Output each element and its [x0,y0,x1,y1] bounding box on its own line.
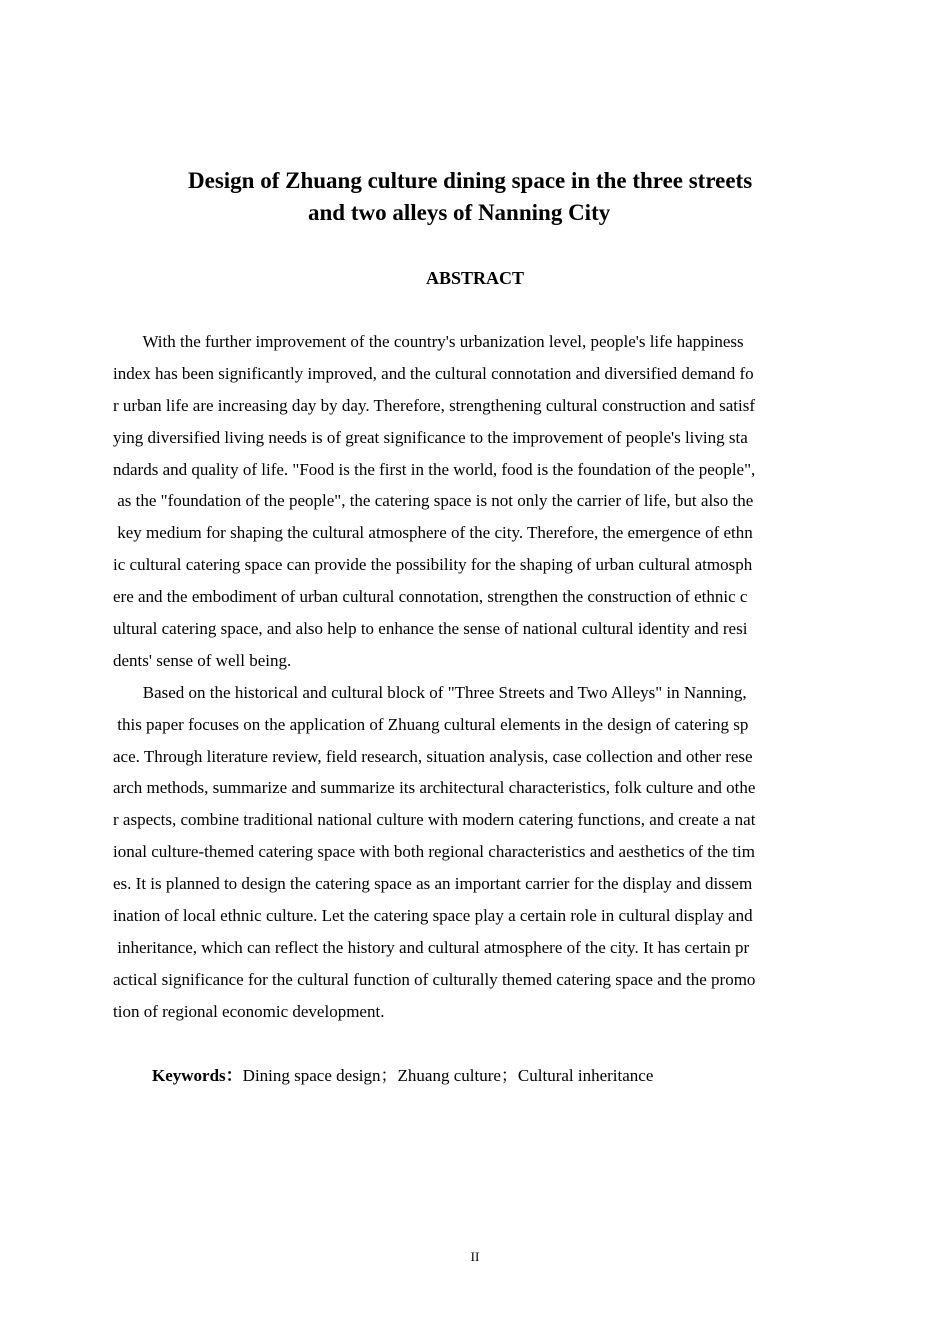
text-line: dents' sense of well being. [113,650,292,670]
keywords-value: Dining space design；Zhuang culture；Cultural inheritance [242,1066,654,1085]
keywords-label: Keywords： [152,1066,243,1085]
text-line: arch methods, summarize and summarize its architectural characteristics, folk culture and othe [113,778,756,798]
text-line: ndards and quality of life. "Food is the first in the world, food is the foundation of the people", [113,459,756,479]
page-number: II [470,1249,480,1264]
abstract-body [113,330,843,1032]
text-line: ere and the embodiment of urban cultural connotation, strengthen the construction of ethnic c [113,587,748,607]
text-line: as the "foundation of the people", the catering space is not only the carrier of life, but also the [113,491,754,511]
text-line: r aspects, combine traditional national culture with modern catering functions, and create a nat [113,810,756,830]
text-line: index has been significantly improved, and the cultural connotation and diversified demand fo [113,363,754,383]
paper-title-line-2: and two alleys of Nanning City [308,200,611,225]
text-line: inheritance, which can reflect the history and cultural atmosphere of the city. It has certain pr [113,937,750,957]
text-line: ic cultural catering space can provide the possibility for the shaping of urban cultural atmosph [113,555,753,575]
text-line: Based on the historical and cultural block of "Three Streets and Two Alleys" in Nanning, [113,682,747,702]
text-line: ultural catering space, and also help to enhance the sense of national cultural identity and resi [113,619,748,639]
text-line: es. It is planned to design the catering space as an important carrier for the display and dissem [113,874,753,894]
abstract-paragraph-1 [113,330,843,681]
abstract-heading: ABSTRACT [425,268,525,288]
text-line: actical significance for the cultural function of culturally themed catering space and the promo [113,969,756,989]
text-line: key medium for shaping the cultural atmosphere of the city. Therefore, the emergence of ethn [113,523,753,543]
text-line: tion of regional economic development. [113,1001,385,1021]
text-line: ination of local ethnic culture. Let the catering space play a certain role in cultural display and [113,906,753,926]
text-line: ional culture-themed catering space with both regional characteristics and aesthetics of the tim [113,842,755,862]
abstract-paragraph-2 [113,681,843,1032]
text-line: this paper focuses on the application of Zhuang cultural elements in the design of catering sp [113,714,749,734]
text-line: r urban life are increasing day by day. Therefore, strengthening cultural construction and satisf [113,395,755,415]
text-line: ying diversified living needs is of great significance to the improvement of people's living sta [113,427,748,447]
paper-title-line-1: Design of Zhuang culture dining space in the three streets [188,168,753,193]
text-line: With the further improvement of the country's urbanization level, people's life happiness [113,332,744,351]
text-line: ace. Through literature review, field research, situation analysis, case collection and other rese [113,746,753,766]
keywords-line [152,1064,653,1088]
